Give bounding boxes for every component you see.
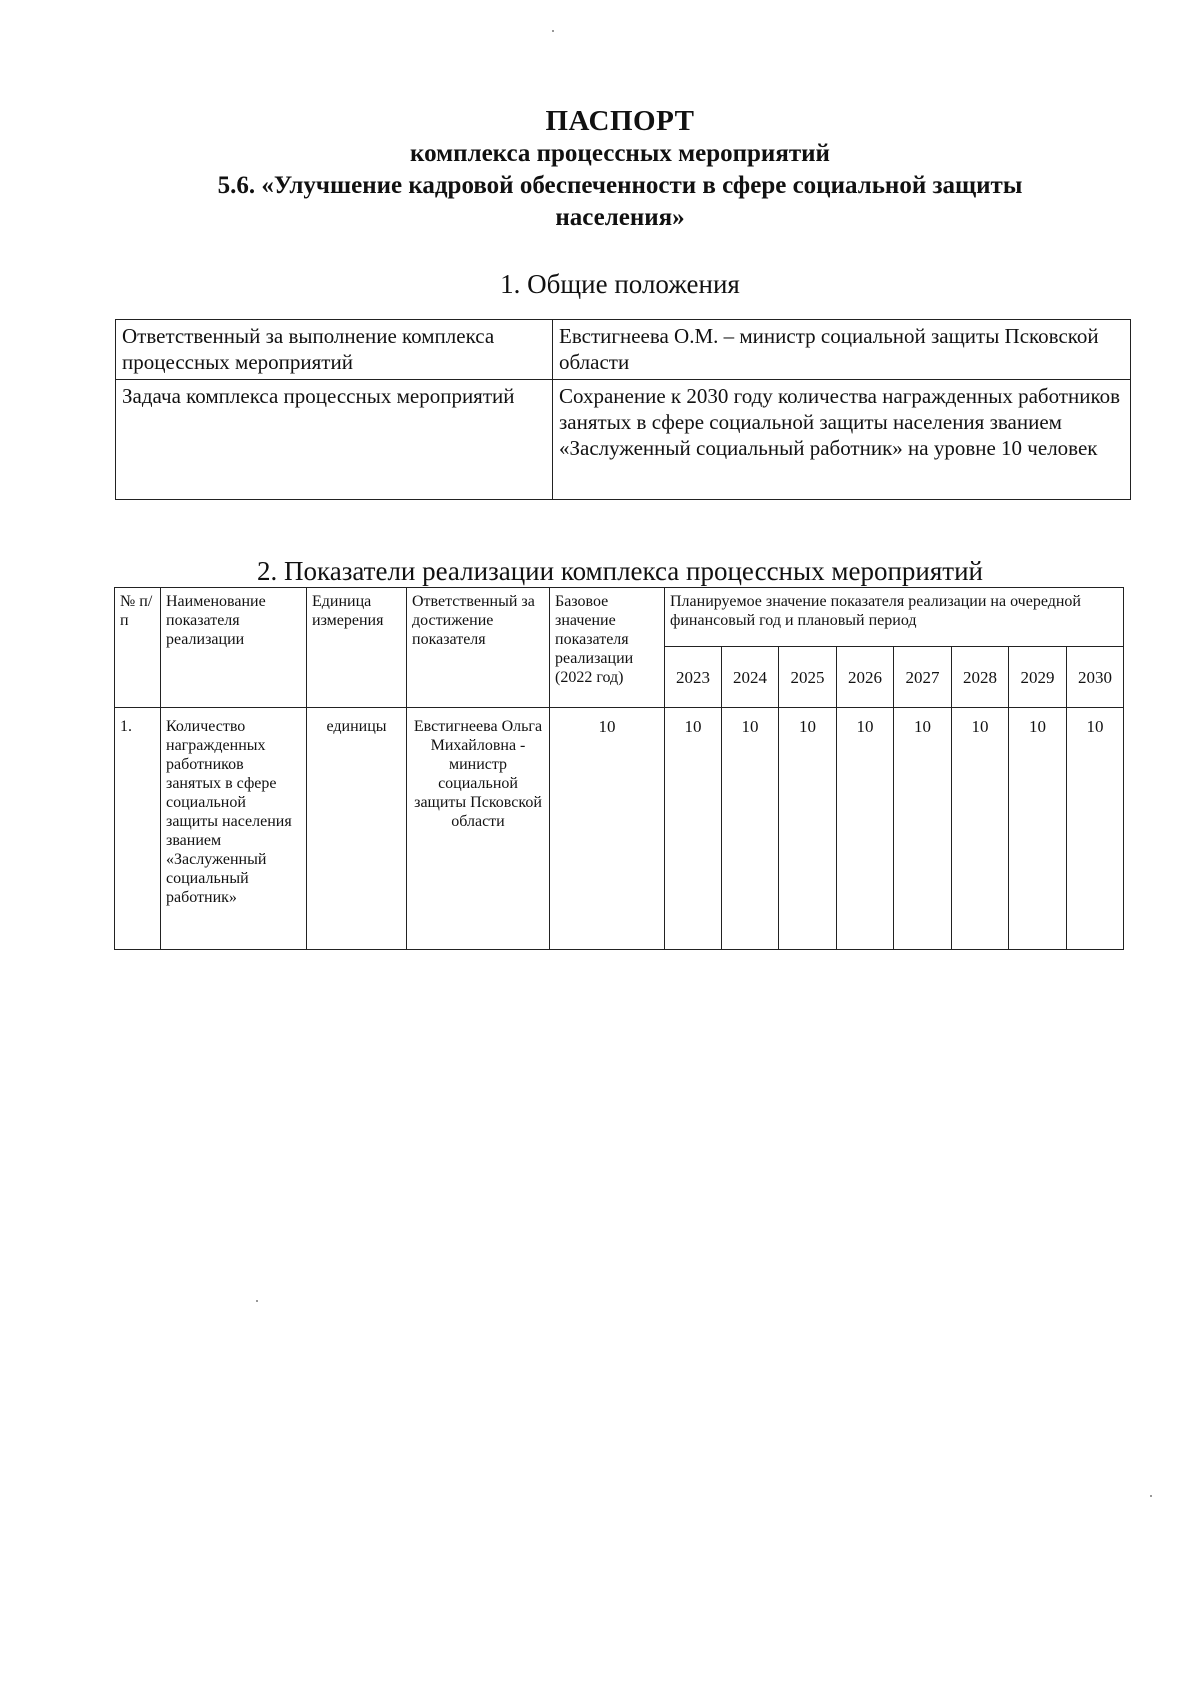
year-header: 2029 — [1009, 647, 1067, 708]
table-row — [115, 708, 1124, 950]
year-header: 2030 — [1067, 647, 1124, 708]
row-year-value: 10 — [665, 708, 722, 950]
indicators-table — [114, 587, 1124, 950]
document-title-block — [100, 104, 1140, 234]
col-header-planned: Планируемое значение показателя реализации на очередной финансовый год и плановый период — [665, 588, 1124, 647]
col-header-unit: Единица измерения — [307, 588, 407, 708]
scan-speck — [1150, 1495, 1152, 1497]
document-title: ПАСПОРТ — [545, 105, 695, 137]
task-value: Сохранение к 2030 году количества награжденных работников занятых в сфере социальной защиты населения званием «Заслуженный социальный работник» на уровне 10 человек — [553, 380, 1131, 500]
table-row — [116, 320, 1131, 380]
year-header: 2027 — [894, 647, 952, 708]
col-header-name: Наименование показателя реализации — [161, 588, 307, 708]
section1-heading: 1. Общие положения — [500, 269, 740, 299]
row-year-value: 10 — [1067, 708, 1124, 950]
col-header-responsible: Ответственный за достижение показателя — [407, 588, 550, 708]
complex-name-line1: 5.6. «Улучшение кадровой обеспеченности в сфере социальной защиты — [217, 172, 1023, 199]
row-year-value: 10 — [894, 708, 952, 950]
table-row — [116, 380, 1131, 500]
row-year-value: 10 — [952, 708, 1009, 950]
table-header-row — [115, 588, 1124, 647]
scan-speck — [552, 30, 554, 32]
general-provisions-table — [115, 319, 1131, 500]
section2-heading: 2. Показатели реализации комплекса процессных мероприятий — [257, 556, 983, 586]
col-header-num: № п/п — [115, 588, 161, 708]
scan-speck — [256, 1300, 258, 1302]
document-subtitle: комплекса процессных мероприятий — [410, 140, 830, 167]
year-header: 2024 — [722, 647, 779, 708]
responsible-label: Ответственный за выполнение комплекса процессных мероприятий — [116, 320, 553, 380]
row-num: 1. — [115, 708, 161, 950]
row-year-value: 10 — [779, 708, 837, 950]
row-year-value: 10 — [1009, 708, 1067, 950]
year-header: 2026 — [837, 647, 894, 708]
row-responsible: Евстигнеева Ольга Михайловна - министр социальной защиты Псковской области — [407, 708, 550, 950]
row-year-value: 10 — [837, 708, 894, 950]
responsible-value: Евстигнеева О.М. – министр социальной защиты Псковской области — [553, 320, 1131, 380]
task-label: Задача комплекса процессных мероприятий — [116, 380, 553, 500]
row-year-value: 10 — [722, 708, 779, 950]
col-header-base: Базовое значение показателя реализации (2022 год) — [550, 588, 665, 708]
row-unit: единицы — [307, 708, 407, 950]
row-base-value: 10 — [550, 708, 665, 950]
year-header: 2028 — [952, 647, 1009, 708]
complex-name-line2: населения» — [555, 204, 685, 231]
row-indicator-name: Количество награжденных работников занятых в сфере социальной защиты населения званием «Заслуженный социальный работник» — [161, 708, 307, 950]
year-header: 2025 — [779, 647, 837, 708]
year-header: 2023 — [665, 647, 722, 708]
